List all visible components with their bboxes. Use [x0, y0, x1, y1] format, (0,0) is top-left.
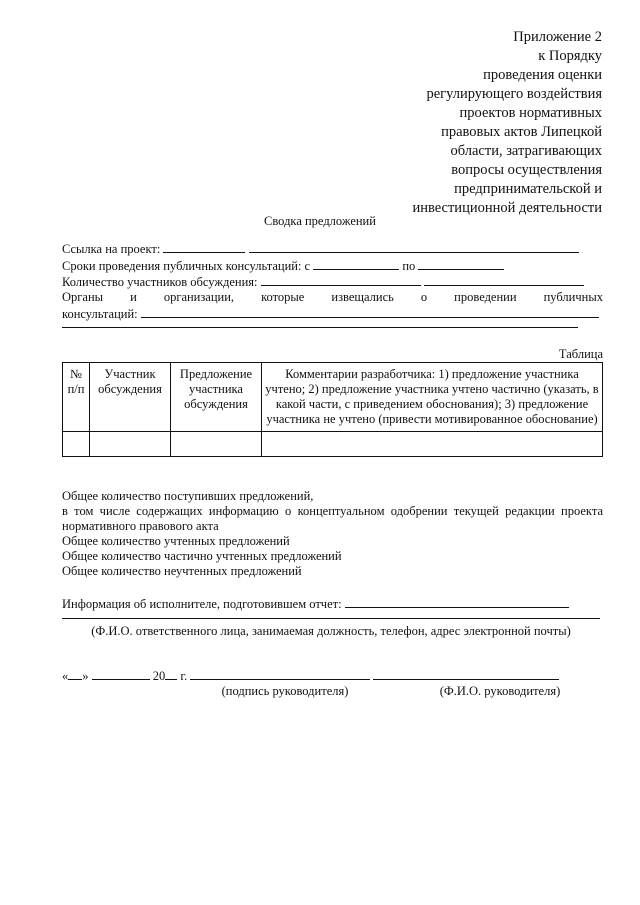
- consultation-terms-row: [62, 258, 504, 274]
- header-developer-comments: Комментарии разработчика: 1) предложение участника учтено; 2) предложение участника учтено частично (указать, в какой части, с приведением обоснования); 3) предложение участника не учтено (привести мотивированное обоснование): [262, 363, 603, 432]
- date-close-quote: »: [82, 669, 89, 683]
- org-word: извещались: [331, 290, 394, 304]
- table-row: [63, 432, 603, 457]
- participants-field-2[interactable]: [424, 274, 584, 286]
- project-link-label: Ссылка на проект:: [62, 242, 161, 256]
- project-link-blank-2[interactable]: [249, 241, 579, 253]
- executor-field-line[interactable]: [62, 618, 600, 619]
- org-word: о: [420, 290, 428, 304]
- head-name-caption: (Ф.И.О. руководителя): [439, 684, 561, 698]
- organizations-row: [62, 290, 603, 305]
- table-caption: Таблица: [558, 347, 603, 361]
- org-word: и: [130, 290, 137, 304]
- summary-including: в том числе содержащих информацию о концептуальном одобрении текущей редакции проекта нормативного правового акта: [62, 504, 603, 533]
- table-cell[interactable]: [63, 432, 90, 457]
- year-field[interactable]: [165, 668, 177, 680]
- appendix-line: регулирующего воздействия: [426, 86, 602, 102]
- month-field[interactable]: [92, 668, 150, 680]
- appendix-line: инвестиционной деятельности: [412, 200, 602, 216]
- org-word: Органы: [62, 290, 104, 304]
- participants-field-1[interactable]: [261, 274, 421, 286]
- table-cell[interactable]: [90, 432, 171, 457]
- head-name-field[interactable]: [373, 668, 559, 680]
- day-field[interactable]: [68, 668, 82, 680]
- executor-row: [62, 596, 569, 612]
- org-word: проведении: [454, 290, 517, 304]
- header-number: № п/п: [63, 363, 90, 432]
- participants-row: [62, 274, 584, 290]
- org-word: организации,: [163, 290, 235, 304]
- appendix-line: правовых актов Липецкой: [441, 124, 602, 140]
- summary-partial: Общее количество частично учтенных предложений: [62, 549, 342, 563]
- org-word: которые: [261, 290, 305, 304]
- appendix-line: Приложение 2: [513, 29, 602, 45]
- appendix-line: к Порядку: [538, 48, 602, 64]
- org-word: публичных: [543, 290, 603, 304]
- year-suffix: г.: [180, 669, 188, 683]
- header-proposal: Предложение участника обсуждения: [171, 363, 262, 432]
- project-link-blank-1[interactable]: [163, 241, 245, 253]
- document-title: Сводка предложений: [264, 214, 376, 228]
- header-participant: Участник обсуждения: [90, 363, 171, 432]
- terms-from-field[interactable]: [313, 258, 399, 270]
- table-cell[interactable]: [171, 432, 262, 457]
- summary-rejected: Общее количество неучтенных предложений: [62, 564, 302, 578]
- appendix-line: проведения оценки: [483, 67, 602, 83]
- table-cell[interactable]: [262, 432, 603, 457]
- consultations-field-extra-line[interactable]: [62, 327, 578, 328]
- appendix-header: [322, 28, 602, 218]
- table-header-row: [63, 363, 603, 432]
- terms-to-field[interactable]: [418, 258, 504, 270]
- consultations-field[interactable]: [141, 306, 599, 318]
- summary-total: Общее количество поступивших предложений,: [62, 489, 314, 503]
- summary-accepted: Общее количество учтенных предложений: [62, 534, 290, 548]
- terms-to-label: по: [402, 259, 416, 273]
- appendix-line: вопросы осуществления: [451, 162, 602, 178]
- signature-row: [62, 668, 559, 684]
- participants-label: Количество участников обсуждения:: [62, 275, 258, 289]
- year-prefix: 20: [152, 669, 166, 683]
- project-link-row: [62, 241, 579, 257]
- summary-block: [62, 489, 603, 579]
- proposals-table: [62, 362, 603, 457]
- appendix-line: предпринимательской и: [454, 181, 602, 197]
- signature-field[interactable]: [190, 668, 370, 680]
- appendix-line: области, затрагивающих: [450, 143, 602, 159]
- date-open-quote: «: [62, 669, 69, 683]
- terms-label: Сроки проведения публичных консультаций: с: [62, 259, 311, 273]
- appendix-line: проектов нормативных: [459, 105, 602, 121]
- consultations-row: [62, 306, 599, 322]
- consultations-label: консультаций:: [62, 307, 138, 321]
- executor-label: Информация об исполнителе, подготовившем отчет:: [62, 597, 342, 611]
- executor-caption: (Ф.И.О. ответственного лица, занимаемая должность, телефон, адрес электронной почты): [91, 624, 571, 638]
- executor-field[interactable]: [345, 596, 569, 608]
- signature-caption: (подпись руководителя): [221, 684, 349, 698]
